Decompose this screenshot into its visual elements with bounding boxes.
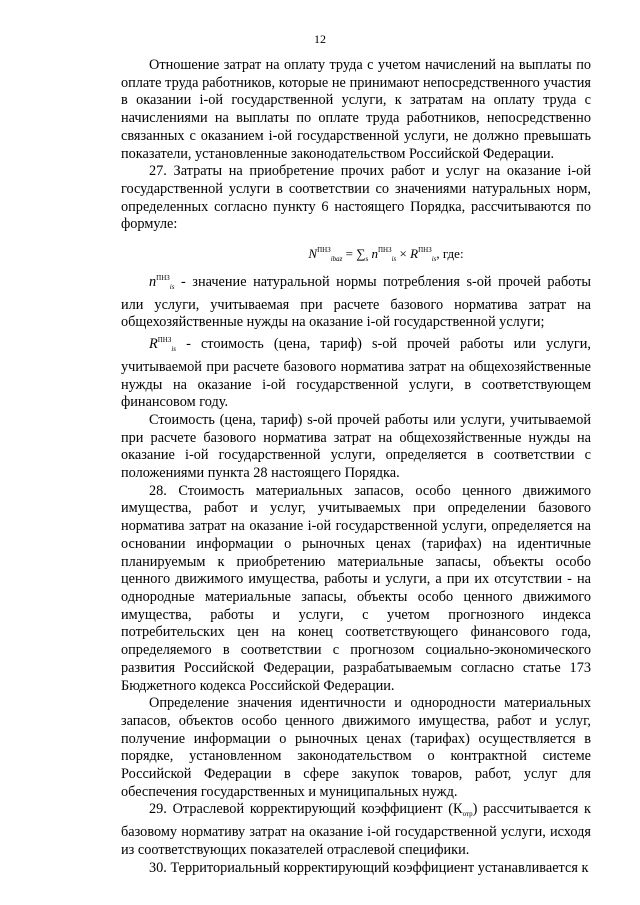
paragraph-28: 28. Стоимость материальных запасов, особо ценного движимого имущества, работ и услуг, учитываемых при определении базового норматива затрат на оказание i-ой государственной услуги, определяется на основании информации о рыночных ценах (тарифах) на идентичные планируемым к приобретению материальные запасы, объекты особо ценного движимого имущества, работы и услуги, а при их отсутствии - на однородные материальные запасы, объекты особо ценного движимого имущества, работы и услуги, с учетом прогнозного индекса потребительских цен на конец соответствующего финансового года, определяемого в соответствии с прогнозом социально-экономического развития Российской Федерации, разрабатываемым согласно статье 173 Бюджетного кодекса Российской Федерации. bbox=[121, 482, 591, 694]
definition-n-text: - значение натуральной нормы потребления s-ой прочей работы или услуги, учитываемая при расчете базового норматива затрат на общехозяйственные нужды на оказание i-ой государственной услуги; bbox=[121, 274, 591, 331]
formula-sum: = ∑ bbox=[342, 246, 366, 262]
paragraph-30: 30. Территориальный корректирующий коэффициент устанавливается к bbox=[149, 859, 589, 876]
formula-n: $n^{ПНЗ}_{is}$ bbox=[371, 246, 397, 264]
symbol-n: $n^{ПНЗ}_{is}$ bbox=[149, 274, 175, 292]
page-number: 12 bbox=[314, 32, 326, 46]
paragraph-29: 29. Отраслевой корректирующий коэффициент $(К_{отр})$ рассчитывается к базовому нормативу затрат на оказание i-ой государственной услуги, исходя из соответствующих показателей отраслевой специфики. bbox=[121, 801, 591, 858]
paragraph-cost: Стоимость (цена, тариф) s-ой прочей работы или услуги, учитываемой при расчете базового норматива затрат на общехозяйственные нужды на оказание i-ой государственной услуги, определяется в соответствии с положениями пункта 28 настоящего Порядка. bbox=[121, 411, 591, 482]
paragraph-27: 27. Затраты на приобретение прочих работ и услуг на оказание i-ой государственной услуги в соответствии со значениями натуральных норм, определенных согласно пункту 6 настоящего Порядка, рассчитываются по формуле: bbox=[121, 163, 591, 233]
formula-times: × bbox=[396, 246, 411, 262]
coefficient-k-otr: $К_{отр}$ bbox=[453, 801, 473, 819]
formula-sum-index: s bbox=[365, 255, 369, 264]
formula-lhs: $N^{ПНЗ}_{ibaz}$ bbox=[308, 246, 343, 264]
document-body bbox=[121, 57, 591, 877]
definition-r bbox=[121, 332, 591, 412]
formula-r: $R^{ПНЗ}_{is}$ bbox=[410, 246, 437, 264]
formula-tail: , где: bbox=[436, 246, 464, 262]
paragraph-identity: Определение значения идентичности и однородности материальных запасов, объектов особо ценного движимого имущества, работ и услуг, получение информации о рыночных ценах (тарифах) осуществляется в порядке, установленном законодательством о контрактной системе Российской Федерации в сфере закупок товаров, работ, услуг для обеспечения государственных и муниципальных нужд. bbox=[121, 695, 591, 800]
paragraph-labor-ratio: Отношение затрат на оплату труда с учетом начислений на выплаты по оплате труда работников, которые не принимают непосредственного участия в оказании i-ой государственной услуги, к затратам на оплату труда с начислениями на выплаты по оплате труда работников, непосредственно связанных с оказанием i-ой государственной услуги, не должно превышать показатели, установленные законодательством Российской Федерации. bbox=[121, 57, 591, 162]
definition-r-text: - стоимость (цена, тариф) s-ой прочей работы или услуги, учитываемой при расчете базового норматива затрат на общехозяйственные нужды на оказание i-ой государственной услуги, в соответствующем финансовом году. bbox=[121, 336, 592, 411]
definition-n bbox=[121, 270, 591, 332]
symbol-r: $R^{ПНЗ}_{is}$ bbox=[149, 336, 177, 354]
formula bbox=[181, 239, 591, 270]
